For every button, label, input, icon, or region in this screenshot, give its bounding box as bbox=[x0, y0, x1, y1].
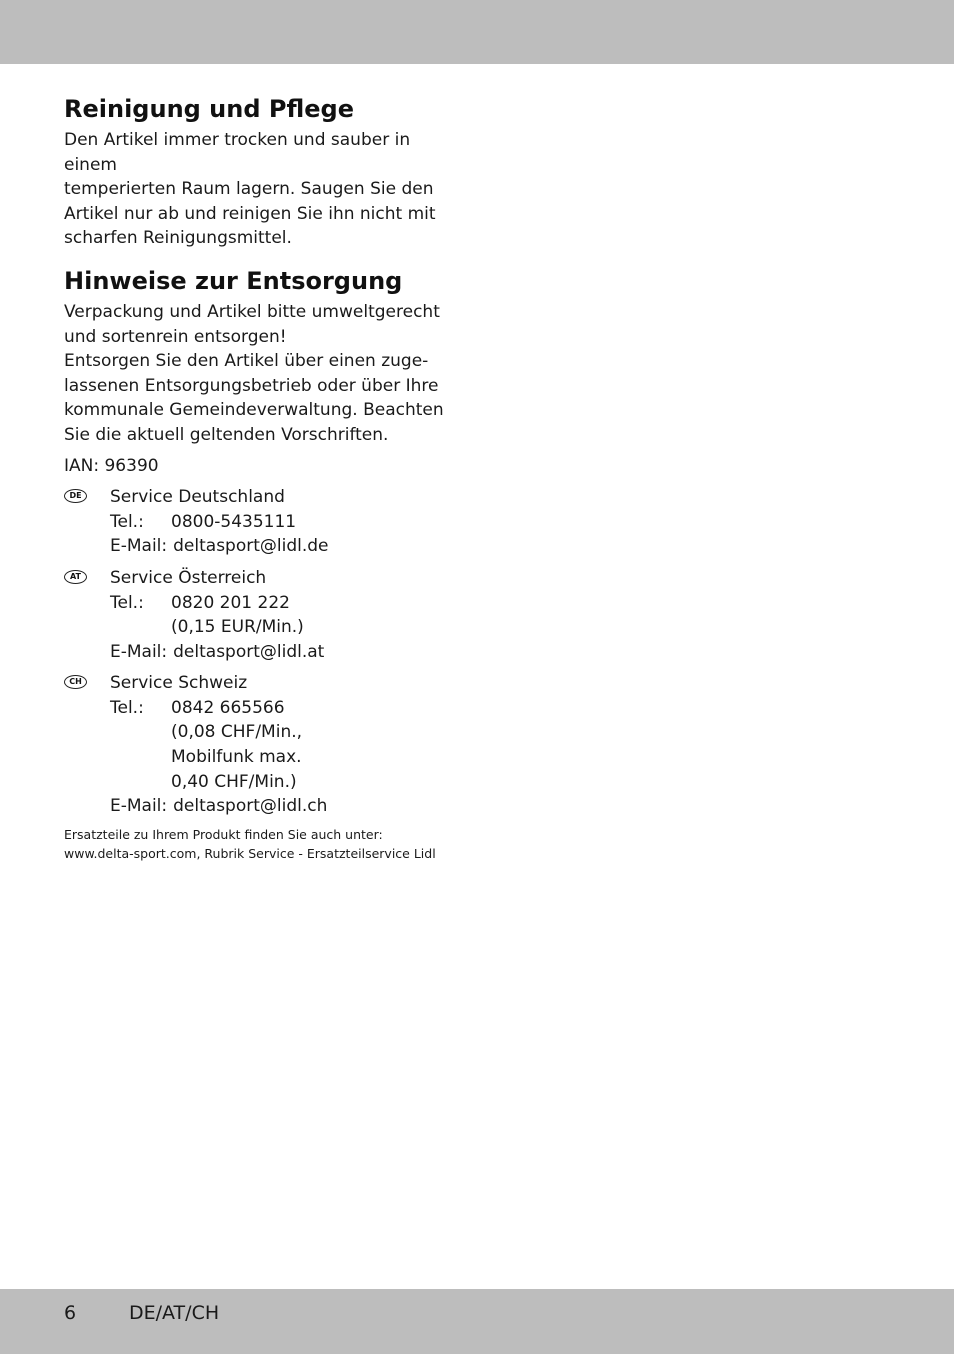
email-label: E-Mail: bbox=[110, 796, 168, 817]
cleaning-line: scharfen Reinigungsmittel. bbox=[64, 228, 292, 249]
disposal-text bbox=[64, 300, 464, 448]
phone-number: 0820 201 222 bbox=[171, 592, 290, 613]
service-email-row bbox=[110, 794, 464, 819]
disposal-heading: Hinweise zur Entsorgung bbox=[64, 266, 403, 295]
email-label: E-Mail: bbox=[110, 536, 168, 557]
phone-note: 0,40 CHF/Min.) bbox=[171, 771, 297, 792]
footer-languages: DE/AT/CH bbox=[129, 1302, 220, 1324]
cleaning-line: temperierten Raum lagern. Saugen Sie den bbox=[64, 179, 434, 200]
service-phone-row bbox=[110, 591, 464, 616]
disposal-line: lassenen Entsorgungsbetrieb oder über Ihre bbox=[64, 375, 439, 396]
phone-number: 0800-5435111 bbox=[171, 511, 297, 532]
service-name: Service Schweiz bbox=[110, 673, 248, 694]
cleaning-heading: Reinigung und Pflege bbox=[64, 95, 355, 123]
germany-flag-icon: DE bbox=[64, 489, 87, 503]
service-name: Service Österreich bbox=[110, 567, 267, 588]
service-austria bbox=[64, 566, 464, 664]
spare-parts-line: Ersatzteile zu Ihrem Produkt finden Sie auch unter: bbox=[64, 826, 383, 842]
phone-number: 0842 665566 bbox=[171, 697, 285, 718]
service-name: Service Deutschland bbox=[110, 487, 285, 508]
content-column bbox=[64, 92, 464, 863]
header-bar bbox=[0, 0, 954, 64]
service-germany bbox=[64, 485, 464, 559]
phone-note: Mobilfunk max. bbox=[171, 747, 302, 768]
disposal-line: Entsorgen Sie den Artikel über einen zuge- bbox=[64, 351, 429, 372]
page-number: 6 bbox=[64, 1302, 77, 1324]
cleaning-line: Artikel nur ab und reinigen Sie ihn nicht mit bbox=[64, 203, 436, 224]
email-address: deltasport@lidl.at bbox=[173, 641, 325, 662]
disposal-line: kommunale Gemeindeverwaltung. Beachten bbox=[64, 400, 444, 421]
phone-label: Tel.: bbox=[110, 592, 144, 613]
phone-label: Tel.: bbox=[110, 511, 144, 532]
disposal-line: Verpackung und Artikel bitte umweltgerecht bbox=[64, 301, 440, 322]
service-switzerland bbox=[64, 671, 464, 819]
service-phone-row bbox=[110, 696, 464, 721]
switzerland-flag-icon: CH bbox=[64, 675, 87, 689]
ian-number: IAN: 96390 bbox=[64, 455, 159, 476]
service-email-row bbox=[110, 640, 464, 665]
email-address: deltasport@lidl.ch bbox=[173, 796, 328, 817]
spare-parts-link: www.delta-sport.com, Rubrik Service - Ersatzteilservice Lidl bbox=[64, 845, 436, 861]
email-address: deltasport@lidl.de bbox=[173, 536, 329, 557]
spare-parts-note bbox=[64, 825, 464, 863]
phone-label: Tel.: bbox=[110, 697, 144, 718]
disposal-line: Sie die aktuell geltenden Vorschriften. bbox=[64, 424, 389, 445]
phone-note: (0,08 CHF/Min., bbox=[171, 722, 303, 743]
service-phone-row bbox=[110, 510, 464, 535]
service-email-row bbox=[110, 534, 464, 559]
disposal-line: und sortenrein entsorgen! bbox=[64, 326, 287, 347]
cleaning-text bbox=[64, 128, 464, 251]
phone-note: (0,15 EUR/Min.) bbox=[171, 617, 304, 638]
email-label: E-Mail: bbox=[110, 641, 168, 662]
austria-flag-icon: AT bbox=[64, 570, 87, 584]
cleaning-line: Den Artikel immer trocken und sauber in einem bbox=[64, 130, 411, 175]
